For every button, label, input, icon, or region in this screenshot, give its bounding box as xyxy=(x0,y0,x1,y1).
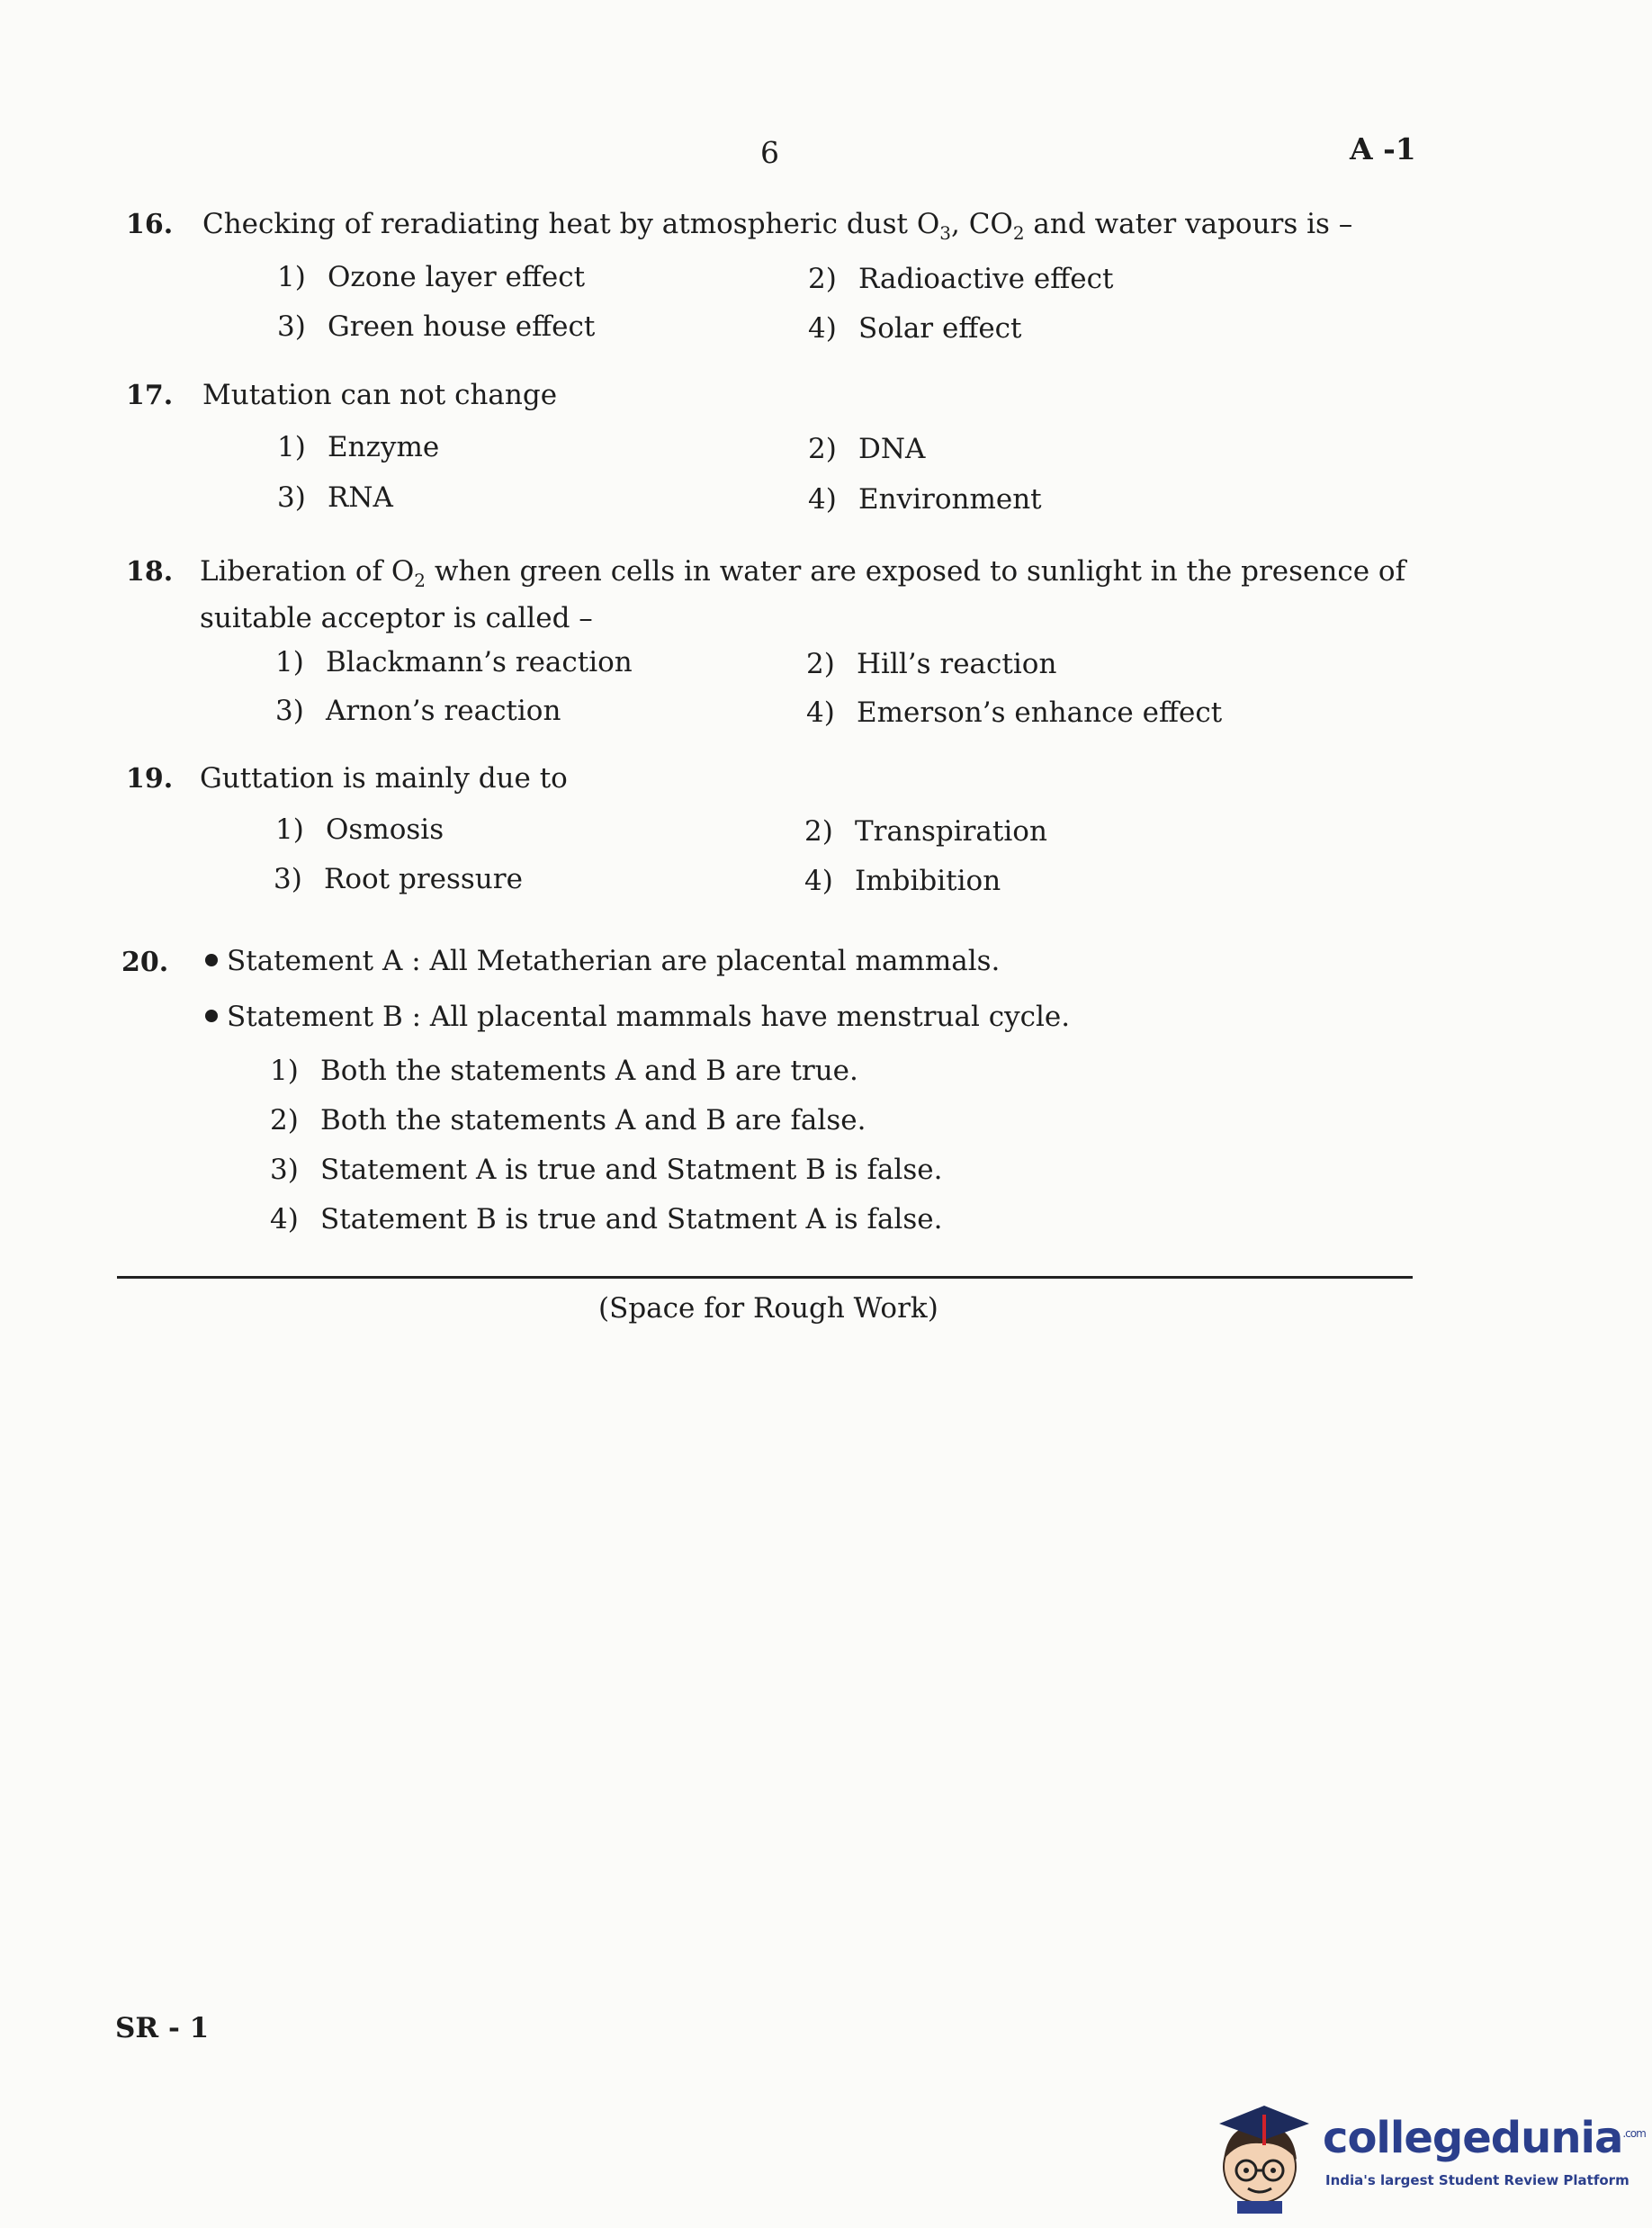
question-number: 19. xyxy=(126,763,174,795)
question-text: Guttation is mainly due to xyxy=(200,762,568,795)
option: 3) Arnon’s reaction xyxy=(275,695,561,727)
question-number: 16. xyxy=(126,209,174,240)
option: 4) Solar effect xyxy=(808,312,1022,345)
option: 1) Both the statements A and B are true. xyxy=(270,1055,858,1087)
option: 4) Emerson’s enhance effect xyxy=(806,696,1223,729)
option: 4) Environment xyxy=(808,483,1042,516)
statement-b: Statement B : All placental mammals have menstrual cycle. xyxy=(205,1001,1070,1033)
logo-tagline: India's largest Student Review Platform xyxy=(1325,2172,1630,2188)
option: 4) Statement B is true and Statment A is false. xyxy=(270,1203,943,1235)
mascot-icon xyxy=(1210,2097,1318,2214)
paper-code: A -1 xyxy=(1350,131,1416,166)
statement-a: Statement A : All Metatherian are placental mammals. xyxy=(205,945,1000,977)
question-text: Checking of reradiating heat by atmospheric dust $O_3$, $CO_2$ and water vapours is – xyxy=(202,208,1353,245)
question-text: Liberation of $O_2$ when green cells in water are exposed to sunlight in the presence of suitable acceptor is called – xyxy=(200,555,1406,635)
bullet-icon xyxy=(205,1010,218,1022)
option: 2) Hill’s reaction xyxy=(806,648,1057,680)
option: 1) Enzyme xyxy=(277,431,440,463)
option: 3) RNA xyxy=(277,481,393,514)
question-number: 20. xyxy=(121,947,169,978)
question-number: 18. xyxy=(126,556,174,588)
option: 2) Transpiration xyxy=(804,815,1047,848)
question-number: 17. xyxy=(126,380,174,411)
page-number: 6 xyxy=(760,135,779,170)
option: 1) Ozone layer effect xyxy=(277,261,586,293)
option: 2) Radioactive effect xyxy=(808,263,1114,295)
option: 1) Blackmann’s reaction xyxy=(275,646,633,678)
collegedunia-logo xyxy=(1210,2097,1646,2214)
divider xyxy=(117,1276,1413,1279)
option: 3) Statement A is true and Statment B is false. xyxy=(270,1154,943,1186)
option: 4) Imbibition xyxy=(804,865,1001,897)
bullet-icon xyxy=(205,954,218,966)
option: 2) Both the statements A and B are false. xyxy=(270,1104,866,1136)
option: 3) Green house effect xyxy=(277,310,596,343)
question-text: Mutation can not change xyxy=(202,379,558,411)
option: 2) DNA xyxy=(808,433,926,465)
logo-name: collegedunia$^{.com}$ xyxy=(1323,2113,1646,2163)
rough-work-label: (Space for Rough Work) xyxy=(598,1292,938,1325)
footer-code: SR - 1 xyxy=(115,2012,210,2044)
option: 3) Root pressure xyxy=(274,863,523,895)
option: 1) Osmosis xyxy=(275,813,444,846)
